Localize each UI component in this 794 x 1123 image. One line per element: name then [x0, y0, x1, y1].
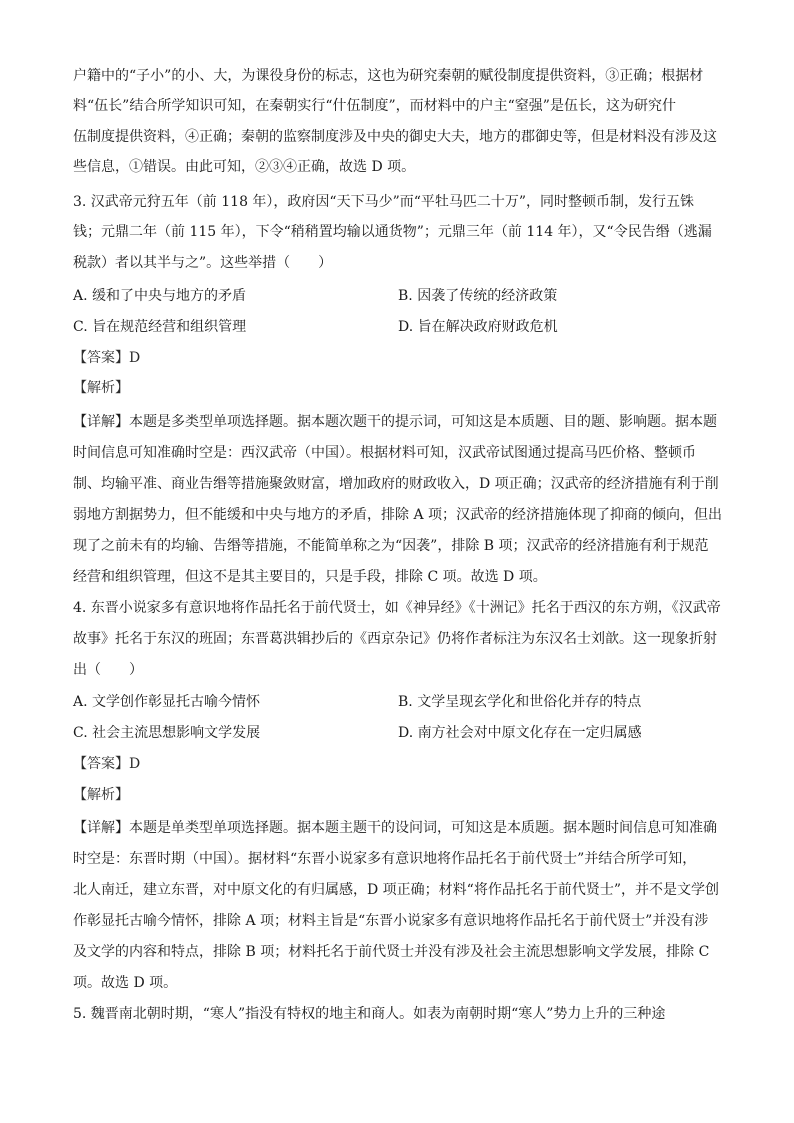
analysis-text: 及文学的内容和特点，排除 B 项；材料托名于前代贤士并没有涉及社会主流思想影响文学发展，排除 C	[73, 944, 710, 960]
analysis-text: 北人南迁，建立东晋，对中原文化的有归属感，D 项正确；材料“将作品托名于前代贤士”，并不是文学创	[73, 882, 719, 898]
analysis-text: 经营和组织管理，但这不是其主要目的，只是手段，排除 C 项。故选 D 项。	[73, 569, 547, 585]
text-line: 些信息，①错误。由此可知，②③④正确，故选 D 项。	[73, 159, 416, 175]
question-3-stem: 钱；元鼎二年（前 115 年），下令“稍稍置均输以通货物”；元鼎三年（前 114 年），又“令民告缗（逃漏	[73, 224, 712, 240]
question-3-stem: 税款）者以其半与之”。这些举措（ ）	[73, 255, 333, 271]
option-c: C. 社会主流思想影响文学发展	[73, 725, 261, 741]
option-c: C. 旨在规范经营和组织管理	[73, 319, 247, 335]
analysis-text: 时空是：东晋时期（中国）。据材料“东晋小说家多有意识地将作品托名于前代贤士”并结合所学可知，	[73, 851, 697, 867]
analysis-text: 【详解】本题是多类型单项选择题。据本题次题干的提示词，可知这是本质题、目的题、影响题。据本题	[73, 414, 717, 430]
analysis-label: 【解析】	[73, 787, 129, 803]
analysis-text: 项。故选 D 项。	[73, 975, 178, 991]
text-line: 户籍中的“子小”的小、大，为课役身份的标志，这也为研究秦朝的赋役制度提供资料，③正确；根据材	[73, 68, 704, 84]
option-b: B. 因袭了传统的经济政策	[398, 288, 558, 304]
answer-label: 【答案】D	[73, 350, 141, 366]
question-4-stem: 出（ ）	[73, 662, 143, 678]
analysis-text: 制、均输平准、商业告缗等措施聚敛财富，增加政府的财政收入，D 项正确；汉武帝的经济措施有利于削	[73, 476, 719, 492]
analysis-text: 【详解】本题是单类型单项选择题。据本题主题干的设问词，可知这是本质题。据本题时间信息可知准确	[73, 820, 717, 836]
text-line: 伍制度提供资料，④正确；秦朝的监察制度涉及中央的御史大夫，地方的郡御史等，但是材料没有涉及这	[73, 129, 717, 145]
option-d: D. 旨在解决政府财政危机	[398, 319, 558, 335]
question-3-stem: 3. 汉武帝元狩五年（前 118 年），政府因“天下马少”而“平牡马匹二十万”，同时整顿币制，发行五铢	[73, 194, 695, 210]
question-5-stem: 5. 魏晋南北朝时期，“寒人”指没有特权的地主和商人。如表为南朝时期“寒人”势力上升的三种途	[73, 1006, 666, 1022]
analysis-text: 时间信息可知准确时空是：西汉武帝（中国）。根据材料可知，汉武帝试图通过提高马匹价格、整顿币	[73, 445, 696, 461]
option-b: B. 文学呈现玄学化和世俗化并存的特点	[398, 694, 642, 710]
option-a: A. 文学创作彰显托古喻今情怀	[73, 694, 261, 710]
option-a: A. 缓和了中央与地方的矛盾	[73, 288, 247, 304]
question-4-stem: 故事》托名于东汉的班固；东晋葛洪辑抄后的《西京杂记》仍将作者标注为东汉名士刘歆。这一现象折射	[73, 631, 717, 647]
answer-label: 【答案】D	[73, 756, 141, 772]
option-d: D. 南方社会对中原文化存在一定归属感	[398, 725, 642, 741]
question-4-stem: 4. 东晋小说家多有意识地将作品托名于前代贤士，如《神异经》《十洲记》托名于西汉的东方朔，《汉武帝	[73, 600, 721, 616]
analysis-text: 现了之前未有的均输、告缗等措施，不能简单称之为“因袭”，排除 B 项；汉武帝的经济措施有利于规范	[73, 538, 709, 554]
analysis-text: 作彰显托古喻今情怀，排除 A 项；材料主旨是“东晋小说家多有意识地将作品托名于前代贤士”并没有涉	[73, 913, 709, 929]
analysis-text: 弱地方割据势力，但不能缓和中央与地方的矛盾，排除 A 项；汉武帝的经济措施体现了抑商的倾向，但出	[73, 507, 723, 523]
analysis-label: 【解析】	[73, 380, 129, 396]
text-line: 料“伍长”结合所学知识可知，在秦朝实行“什伍制度”，而材料中的户主“窒强”是伍长，这为研究什	[73, 98, 676, 114]
